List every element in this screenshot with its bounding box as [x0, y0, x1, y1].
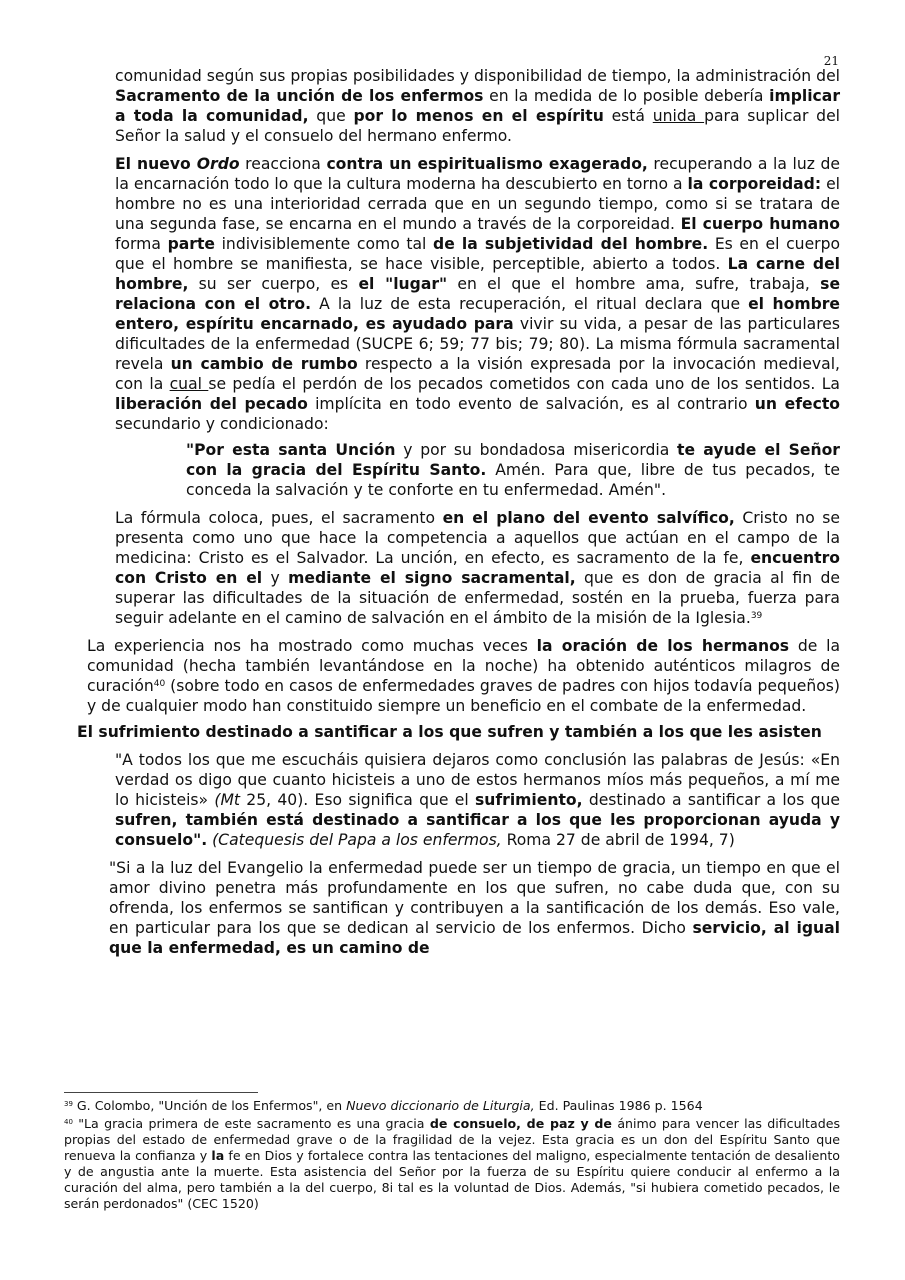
paragraph-formula: La fórmula coloca, pues, el sacramento en el plano del evento salvífico, Cristo no se presenta como uno que hace la competencia a aquellos que actúan en el campo de la medicina: Cristo es el Salvador. La unción, en efecto, es sacramento de la fe, encuentro con Cristo en el y mediante el signo sacramental, que es don de gracia al fin de superar las dificultades de la situación de enfermedad, sostén en la prueba, fuerza para seguir adelante en el camino de salvación en el ámbito de la misión de la Iglesia.$^{39}$ [115, 509, 840, 627]
footnote-ref-39[interactable]: 39 [750, 611, 763, 621]
paragraph-catequesis: "A todos los que me escucháis quisiera dejaros como conclusión las palabras de Jesús: «En verdad os digo que cuanto hicisteis a uno de estos hermanos míos más pequeños, a mí me lo hicisteis» (Mt 25, 40). Eso significa que el sufrimiento, destinado a santificar a los que sufren, también está destinado a santificar a los que les proporcionan ayuda y consuelo". (Catequesis del Papa a los enfermos, Roma 27 de abril de 1994, 7) [115, 751, 840, 849]
footnote-ref-40[interactable]: 40 [153, 679, 166, 689]
paragraph-comunidad: comunidad según sus propias posibilidades y disponibilidad de tiempo, la administración del Sacramento de la unción de los enfermos en la medida de lo posible debería implicar a toda la comunidad, que por lo menos en el espíritu está unida para suplicar del Señor la salud y el consuelo del hermano enfermo. [115, 67, 841, 145]
footnote-divider [64, 1092, 258, 1093]
page-number: 21 [823, 54, 839, 68]
page-body [0, 66, 905, 958]
footnote-40: $^{40}$ "La gracia primera de este sacramento es una gracia de consuelo, de paz y de ánimo para vencer las dificultades propias del estado de enfermedad grave o de la fragilidad de la vejez. Esta gracia es un don del Espíritu Santo que renueva la confianza y la fe en Dios y fortalece contra las tentaciones del maligno, especialmente tentación de desaliento y de angustia ante la muerte. Esta asistencia del Señor por la fuerza de su Espíritu quiere conducir al enfermo a la curación del alma, pero también a la del cuerpo, 8i tal es la voluntad de Dios. Además, "si hubiera cometido pecados, le serán perdonados" (CEC 1520) [64, 1116, 841, 1211]
paragraph-experiencia: La experiencia nos ha mostrado como muchas veces la oración de los hermanos de la comunidad (hecha también levantándose en la noche) ha obtenido auténticos milagros de curación$^{40}$ (sobre todo en casos de enfermedades graves de padres con hijos todavía pequeños) y de cualquier modo han constituido siempre un beneficio en el combate de la enfermedad. [87, 637, 841, 715]
footnote-39: $^{39}$ G. Colombo, "Unción de los Enfermos", en Nuevo diccionario de Liturgia, Ed. Paulinas 1986 p. 1564 [64, 1098, 703, 1113]
section-heading: El sufrimiento destinado a santificar a los que sufren y también a los que les asisten [77, 723, 822, 741]
block-quote-formula: "Por esta santa Unción y por su bondadosa misericordia te ayude el Señor con la gracia del Espíritu Santo. Amén. Para que, libre de tus pecados, te conceda la salvación y te conforte en tu enfermedad. Amén". [186, 441, 840, 499]
paragraph-nuevo-ordo: El nuevo Ordo reacciona contra un espiritualismo exagerado, recuperando a la luz de la encarnación todo lo que la cultura moderna ha descubierto en torno a la corporeidad: el hombre no es una interioridad cerrada que en un segundo tiempo, como si se tratara de una segunda fase, se encarna en el mundo a través de la corporeidad. El cuerpo humano forma parte indivisiblemente como tal de la subjetividad del hombre. Es en el cuerpo que el hombre se manifiesta, se hace visible, perceptible, abierto a todos. La carne del hombre, su ser cuerpo, es el "lugar" en el que el hombre ama, sufre, trabaja, se relaciona con el otro. A la luz de esta recuperación, el ritual declara que el hombre entero, espíritu encarnado, es ayudado para vivir su vida, a pesar de las particulares dificultades de la enfermedad (SUCPE 6; 59; 77 bis; 79; 80). La misma fórmula sacramental revela un cambio de rumbo respecto a la visión expresada por la invocación medieval, con la cual se pedía el perdón de los pecados cometidos con cada uno de los sentidos. La liberación del pecado implícita en todo evento de salvación, es al contrario un efecto secundario y condicionado: [115, 155, 841, 433]
paragraph-evangelio: "Si a la luz del Evangelio la enfermedad puede ser un tiempo de gracia, un tiempo en que el amor divino penetra más profundamente en los que sufren, no cabe duda que, con su ofrenda, los enfermos se santifican y contribuyen a la santificación de los demás. Eso vale, en particular para los que se dedican al servicio de los enfermos. Dicho servicio, al igual que la enfermedad, es un camino de [109, 859, 840, 957]
